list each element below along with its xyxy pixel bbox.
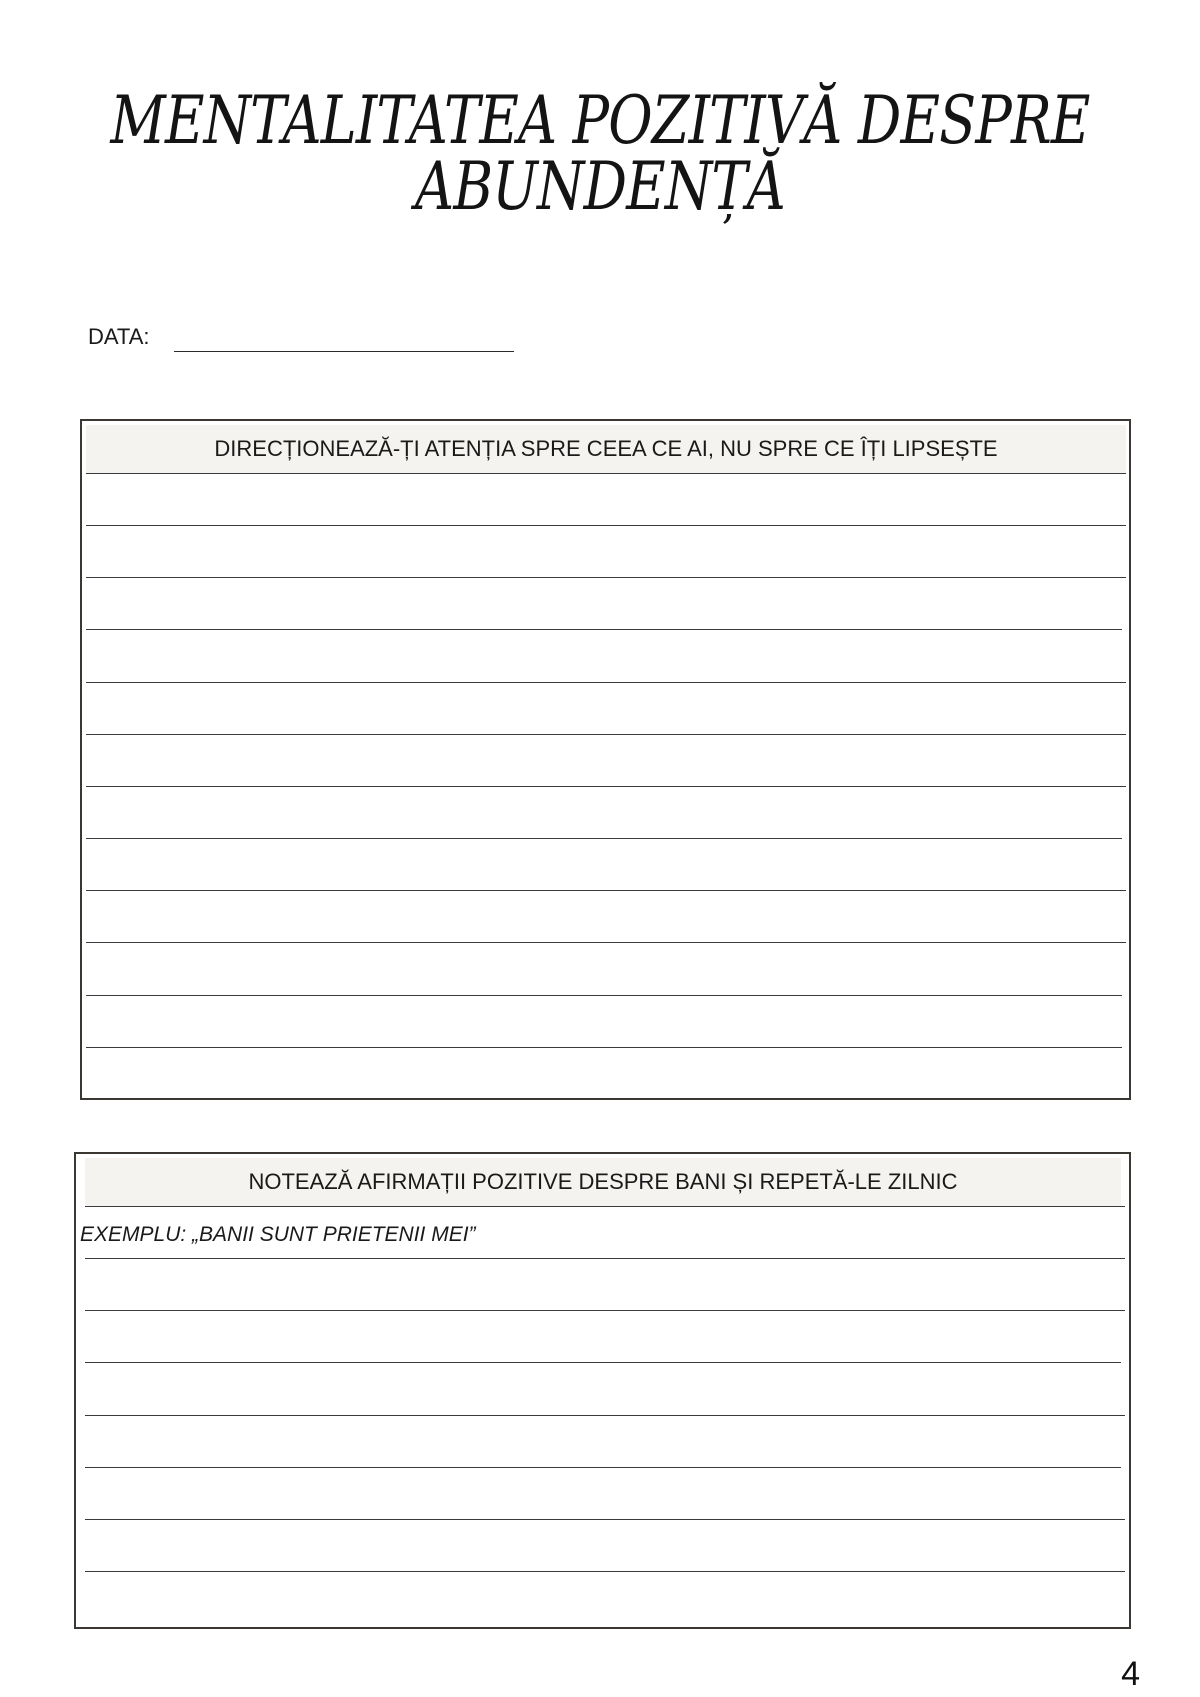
writing-line[interactable] <box>85 1310 1125 1311</box>
writing-line[interactable] <box>86 473 1126 474</box>
writing-line[interactable] <box>86 942 1126 943</box>
focus-section-heading: DIRECȚIONEAZĂ-ȚI ATENȚIA SPRE CEEA CE AI, NU SPRE CE ÎȚI LIPSEȘTE <box>86 425 1126 473</box>
writing-line[interactable] <box>86 1047 1122 1048</box>
page-title-line-2: ABUNDENȚĂ <box>415 148 785 225</box>
writing-line[interactable] <box>85 1362 1121 1363</box>
writing-line[interactable] <box>86 682 1126 683</box>
writing-line[interactable] <box>85 1258 1125 1259</box>
page-number: 4 <box>1121 1655 1140 1693</box>
writing-line[interactable] <box>85 1467 1121 1468</box>
writing-line[interactable] <box>85 1571 1125 1572</box>
date-label: DATA: <box>88 324 150 349</box>
focus-section-box <box>80 419 1131 1100</box>
writing-line[interactable] <box>86 577 1126 578</box>
writing-line[interactable] <box>86 995 1122 996</box>
date-input-line[interactable] <box>174 351 514 352</box>
writing-line[interactable] <box>85 1206 1125 1207</box>
writing-line[interactable] <box>86 838 1122 839</box>
writing-line[interactable] <box>86 786 1126 787</box>
writing-line[interactable] <box>86 734 1126 735</box>
affirmations-section-heading: NOTEAZĂ AFIRMAȚII POZITIVE DESPRE BANI ȘI REPETĂ-LE ZILNIC <box>85 1158 1121 1206</box>
example-affirmation: EXEMPLU: „BANII SUNT PRIETENII MEI” <box>80 1223 476 1246</box>
affirmations-section-box <box>74 1152 1131 1629</box>
page-title-line-1: MENTALITATEA POZITIVĂ DESPRE <box>110 82 1090 159</box>
writing-line[interactable] <box>86 525 1126 526</box>
page-title <box>108 82 1092 225</box>
writing-line[interactable] <box>86 890 1126 891</box>
writing-line[interactable] <box>86 629 1122 630</box>
writing-line[interactable] <box>85 1519 1125 1520</box>
writing-line[interactable] <box>85 1415 1125 1416</box>
